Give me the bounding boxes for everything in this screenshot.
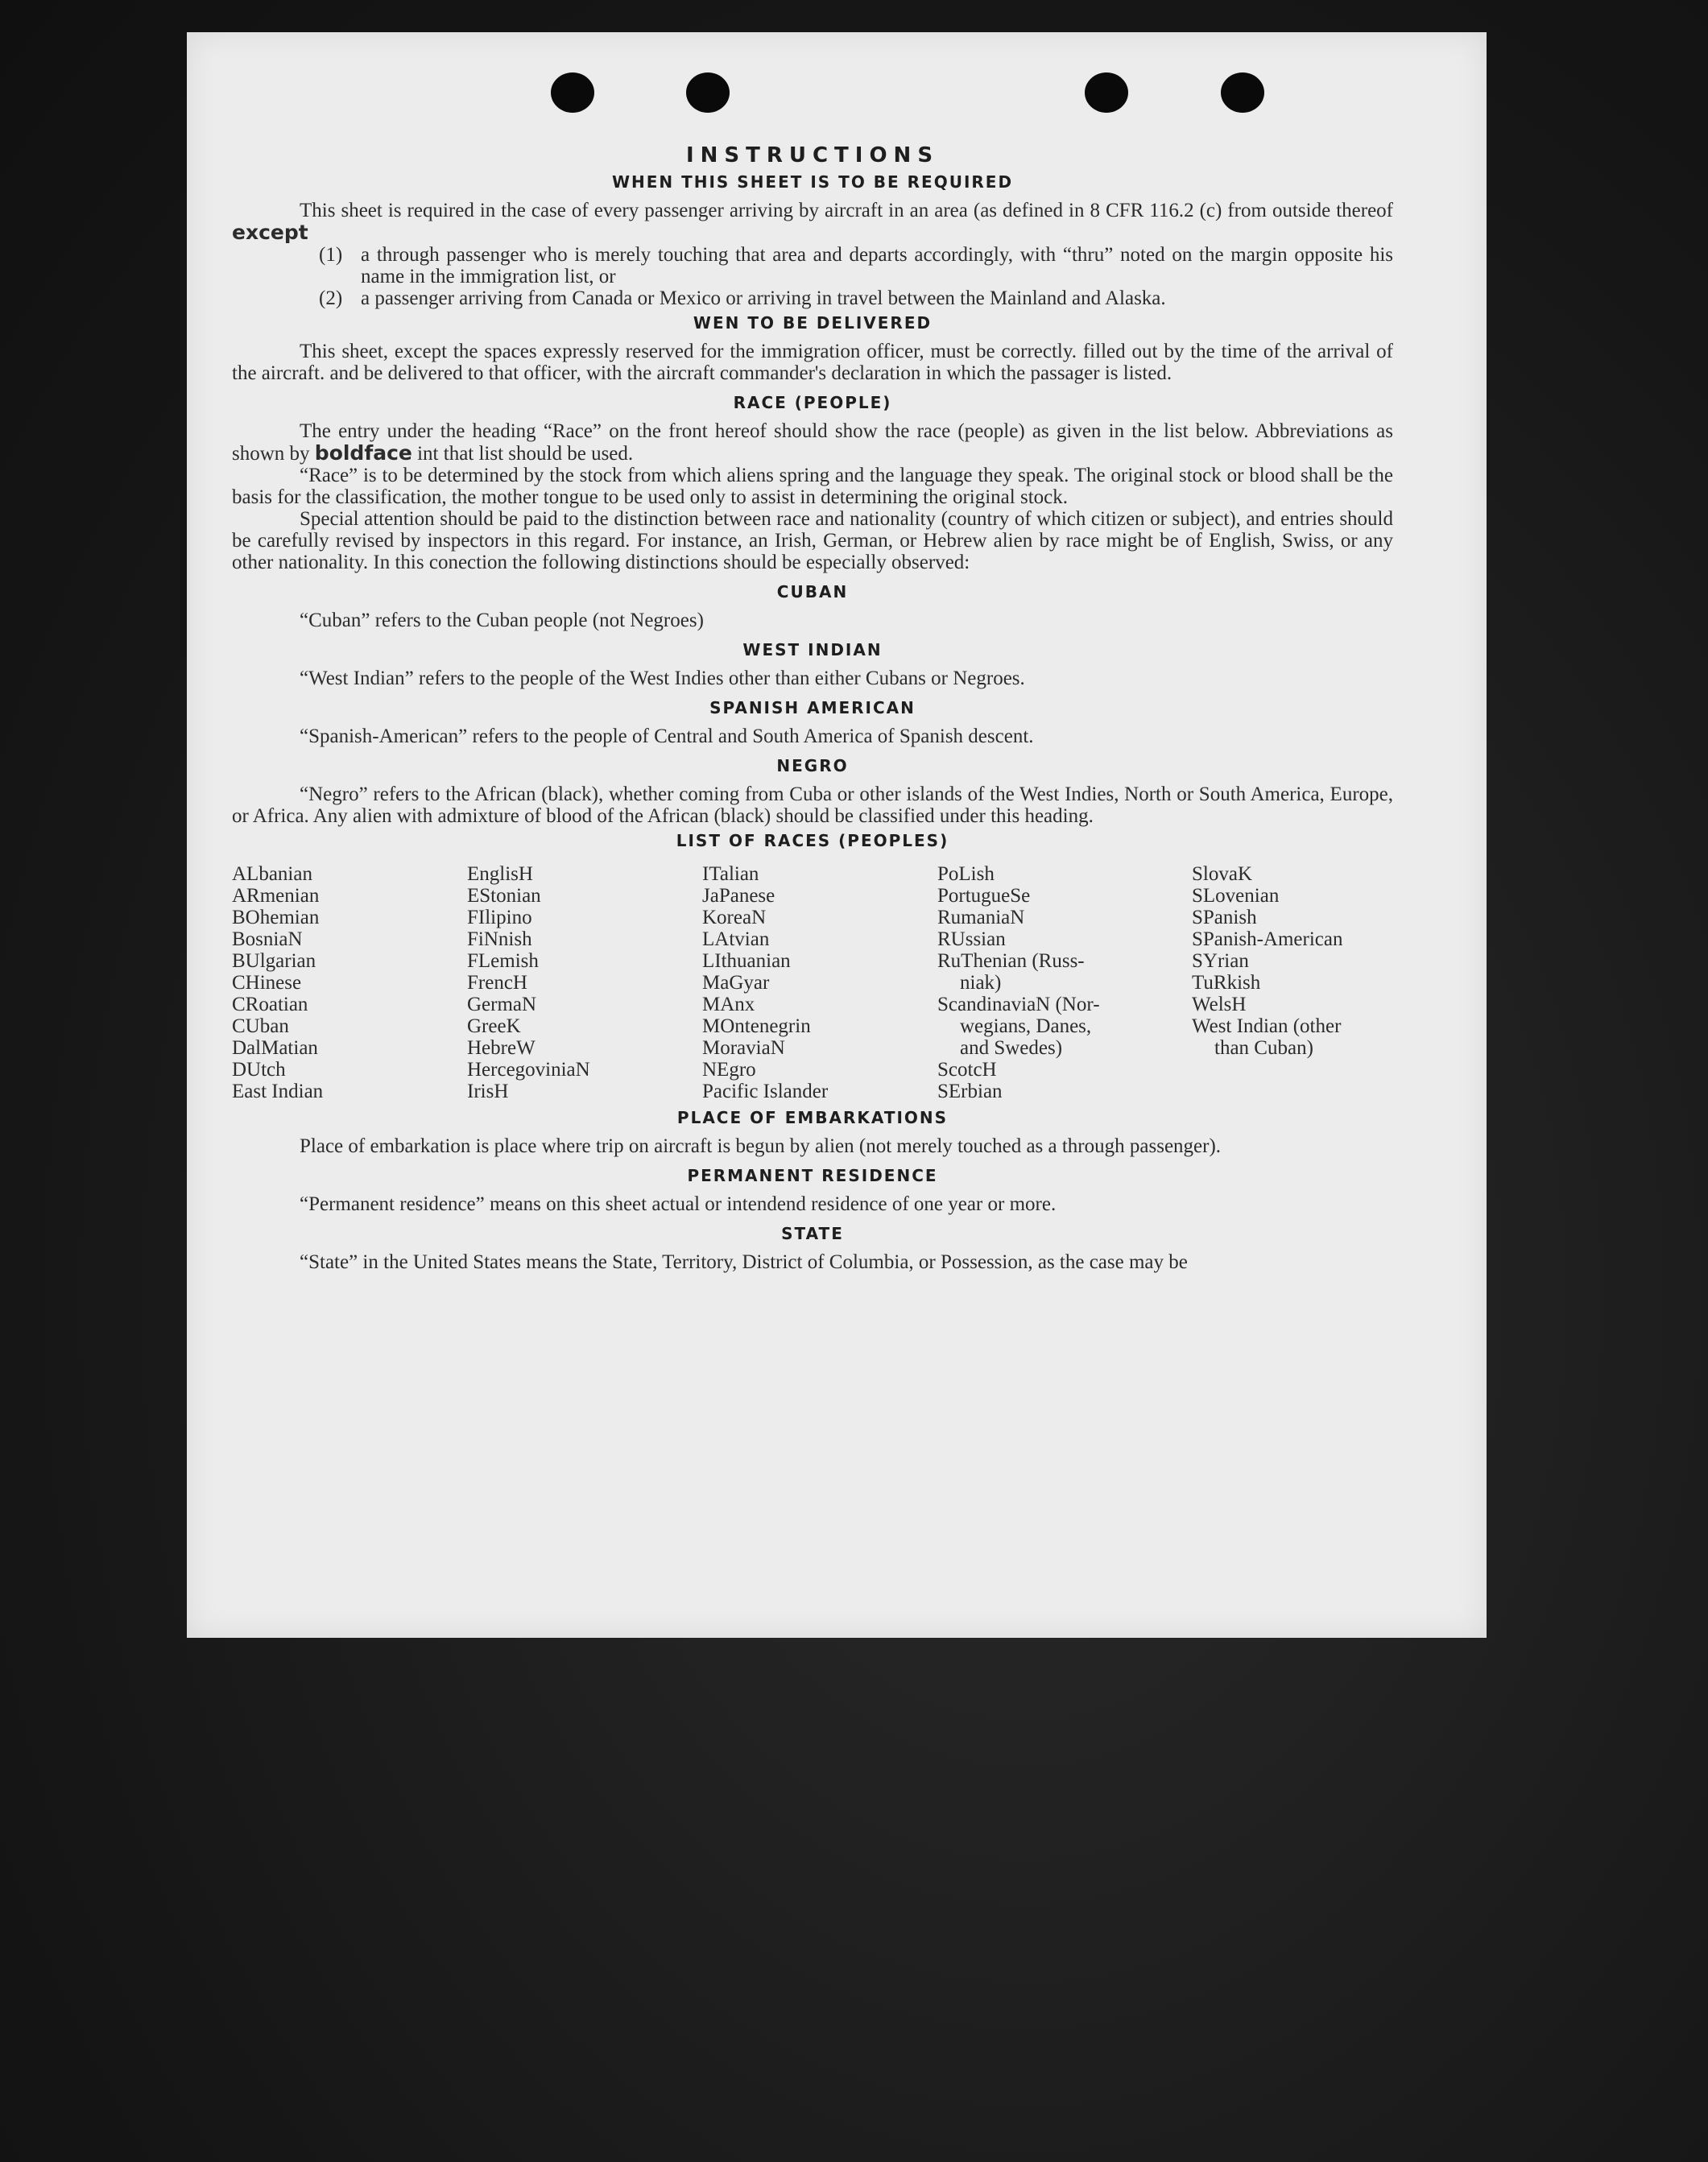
race-column bbox=[702, 863, 937, 1102]
punch-hole bbox=[686, 72, 730, 113]
race-column bbox=[232, 863, 467, 1102]
race-list-item: ScotcH bbox=[937, 1059, 997, 1081]
delivered-paragraph: This sheet, except the spaces expressly reserved for the immigration officer, must be correctly. filled out by the time of the arrival of the aircraft. and be delivered to that officer, with the aircraft commander's declaration in which the passager is listed. bbox=[232, 341, 1393, 384]
race-list-item: KoreaN bbox=[702, 907, 767, 928]
race-paragraph-2: “Race” is to be determined by the stock from which aliens spring and the language they speak. The original stock or blood shall be the basis for the classification, the mother tongue to be used only to assist in determining the original stock. bbox=[232, 465, 1393, 508]
race-list-item: LIthuanian bbox=[702, 950, 791, 972]
race-list-item: CRoatian bbox=[232, 994, 308, 1015]
punch-hole bbox=[1085, 72, 1128, 113]
section-heading-residence: PERMANENT RESIDENCE bbox=[687, 1166, 938, 1185]
list-item-text: a through passenger who is merely touching that area and departs accordingly, with “thru” noted on the margin opposite his name in the immigration list, or bbox=[361, 244, 1393, 287]
race-list-item: MAnx bbox=[702, 994, 755, 1015]
section-heading-delivered: WEN TO BE DELIVERED bbox=[693, 313, 933, 333]
race-column bbox=[467, 863, 702, 1102]
race-list-item: RuThenian (Russ- bbox=[937, 950, 1085, 972]
section-heading-spanish-american: SPANISH AMERICAN bbox=[709, 698, 916, 717]
race-list-item: RUssian bbox=[937, 928, 1006, 950]
race-list-item: East Indian bbox=[232, 1081, 324, 1102]
race-list-item-continued: niak) bbox=[960, 972, 1002, 994]
race-list-item: HercegoviniaN bbox=[467, 1059, 590, 1081]
list-item bbox=[319, 287, 1393, 309]
race-list-item: BosniaN bbox=[232, 928, 303, 950]
race-list-item: MaGyar bbox=[702, 972, 770, 994]
section-heading-list-of-races: LIST OF RACES (PEOPLES) bbox=[676, 831, 949, 850]
race-list-item: West Indian (other bbox=[1192, 1015, 1342, 1037]
race-column bbox=[1192, 863, 1393, 1102]
race-list-item: ScandinaviaN (Nor- bbox=[937, 994, 1100, 1015]
race-list-item: PortugueSe bbox=[937, 885, 1031, 907]
race-list-item-continued: and Swedes) bbox=[960, 1037, 1063, 1059]
race-list-item: NEgro bbox=[702, 1059, 756, 1081]
race-list-item: BOhemian bbox=[232, 907, 320, 928]
required-intro-text: This sheet is required in the case of every passenger arriving by aircraft in an area (as defined in 8 CFR 116.2 (c) from outside thereof bbox=[300, 200, 1393, 221]
race-list-item: MOntenegrin bbox=[702, 1015, 811, 1037]
race-p1-boldface: boldface bbox=[314, 441, 412, 465]
race-p1-text-b: int that list should be used. bbox=[417, 443, 634, 465]
race-list-item-continued: wegians, Danes, bbox=[960, 1015, 1092, 1037]
list-item-text: a passenger arriving from Canada or Mexico or arriving in travel between the Mainland and Alaska. bbox=[361, 287, 1166, 309]
residence-paragraph: “Permanent residence” means on this sheet actual or intendend residence of one year or more. bbox=[300, 1193, 1057, 1215]
race-list-item: PoLish bbox=[937, 863, 995, 885]
spanish-american-paragraph: “Spanish-American” refers to the people of Central and South America of Spanish descent. bbox=[300, 725, 1034, 747]
cuban-paragraph: “Cuban” refers to the Cuban people (not Negroes) bbox=[300, 610, 704, 631]
race-list-item: GreeK bbox=[467, 1015, 521, 1037]
race-list-item: FrencH bbox=[467, 972, 527, 994]
race-list-item: FiNnish bbox=[467, 928, 532, 950]
race-list-item: SYrian bbox=[1192, 950, 1249, 972]
race-list-item: CUban bbox=[232, 1015, 289, 1037]
race-list-item: JaPanese bbox=[702, 885, 775, 907]
required-except-text: except bbox=[232, 221, 308, 244]
race-list-item-continued: than Cuban) bbox=[1214, 1037, 1313, 1059]
section-heading-west-indian: WEST INDIAN bbox=[742, 640, 883, 659]
race-list-item: SLovenian bbox=[1192, 885, 1280, 907]
race-list-item: EnglisH bbox=[467, 863, 533, 885]
list-item-number: (1) bbox=[319, 244, 343, 266]
section-heading-state: STATE bbox=[781, 1224, 844, 1243]
race-list-item: CHinese bbox=[232, 972, 302, 994]
section-heading-negro: NEGRO bbox=[776, 756, 849, 775]
race-list-item: SErbian bbox=[937, 1081, 1003, 1102]
negro-paragraph: “Negro” refers to the African (black), whether coming from Cuba or other islands of the West Indies, North or South America, Europe, or Africa. Any alien with admixture of blood of the African (black) should be classified under this heading. bbox=[232, 783, 1393, 827]
punch-hole bbox=[1221, 72, 1264, 113]
race-paragraph-3: Special attention should be paid to the distinction between race and nationality (country of which citizen or subject), and entries should be carefully revised by inspectors in this regard. For instance, an Irish, German, or Hebrew alien by race might be of English, Swiss, or any other nationality. In this conection the following distinctions should be especially observed: bbox=[232, 508, 1393, 573]
race-p1-text-a: The entry under the heading “Race” on the front hereof should show the race (people) as given in the list below. Abbreviations as shown by bbox=[232, 420, 1393, 465]
race-list-item: DalMatian bbox=[232, 1037, 318, 1059]
document-title: INSTRUCTIONS bbox=[685, 143, 940, 167]
section-heading-cuban: CUBAN bbox=[776, 582, 849, 601]
race-list-item: FLemish bbox=[467, 950, 539, 972]
race-list-table bbox=[232, 863, 1393, 1102]
document-body bbox=[232, 145, 1393, 1273]
instruction-sheet bbox=[187, 32, 1487, 1638]
required-paragraph bbox=[232, 200, 1393, 244]
race-list-item: RumaniaN bbox=[937, 907, 1025, 928]
punch-hole bbox=[551, 72, 594, 113]
state-paragraph: “State” in the United States means the State, Territory, District of Columbia, or Possession, as the case may be bbox=[300, 1251, 1188, 1273]
west-indian-paragraph: “West Indian” refers to the people of the West Indies other than either Cubans or Negroes. bbox=[300, 668, 1025, 689]
race-list-item: LAtvian bbox=[702, 928, 770, 950]
race-list-item: SlovaK bbox=[1192, 863, 1252, 885]
list-item-number: (2) bbox=[319, 287, 343, 309]
embarkation-paragraph: Place of embarkation is place where trip on aircraft is begun by alien (not merely touched as a through passenger). bbox=[300, 1135, 1222, 1157]
race-column bbox=[937, 863, 1192, 1102]
race-list-item: FIlipino bbox=[467, 907, 532, 928]
race-list-item: DUtch bbox=[232, 1059, 286, 1081]
race-paragraph-1 bbox=[232, 420, 1393, 465]
race-list-item: SPanish-American bbox=[1192, 928, 1343, 950]
race-list-item: SPanish bbox=[1192, 907, 1257, 928]
race-list-item: HebreW bbox=[467, 1037, 536, 1059]
race-list-item: ARmenian bbox=[232, 885, 320, 907]
race-list-item: TuRkish bbox=[1192, 972, 1261, 994]
section-heading-embarkation: PLACE OF EMBARKATIONS bbox=[676, 1108, 949, 1127]
race-list-item: BUlgarian bbox=[232, 950, 316, 972]
race-list-item: WelsH bbox=[1192, 994, 1247, 1015]
race-list-item: IrisH bbox=[467, 1081, 509, 1102]
race-list-item: ALbanian bbox=[232, 863, 312, 885]
race-list-item: MoraviaN bbox=[702, 1037, 785, 1059]
race-list-item: GermaN bbox=[467, 994, 537, 1015]
race-list-item: Pacific Islander bbox=[702, 1081, 829, 1102]
section-heading-required: WHEN THIS SHEET IS TO BE REQUIRED bbox=[611, 172, 1014, 192]
section-heading-race: RACE (PEOPLE) bbox=[733, 393, 892, 412]
race-list-item: EStonian bbox=[467, 885, 541, 907]
list-item bbox=[319, 244, 1393, 287]
race-list-item: ITalian bbox=[702, 863, 759, 885]
